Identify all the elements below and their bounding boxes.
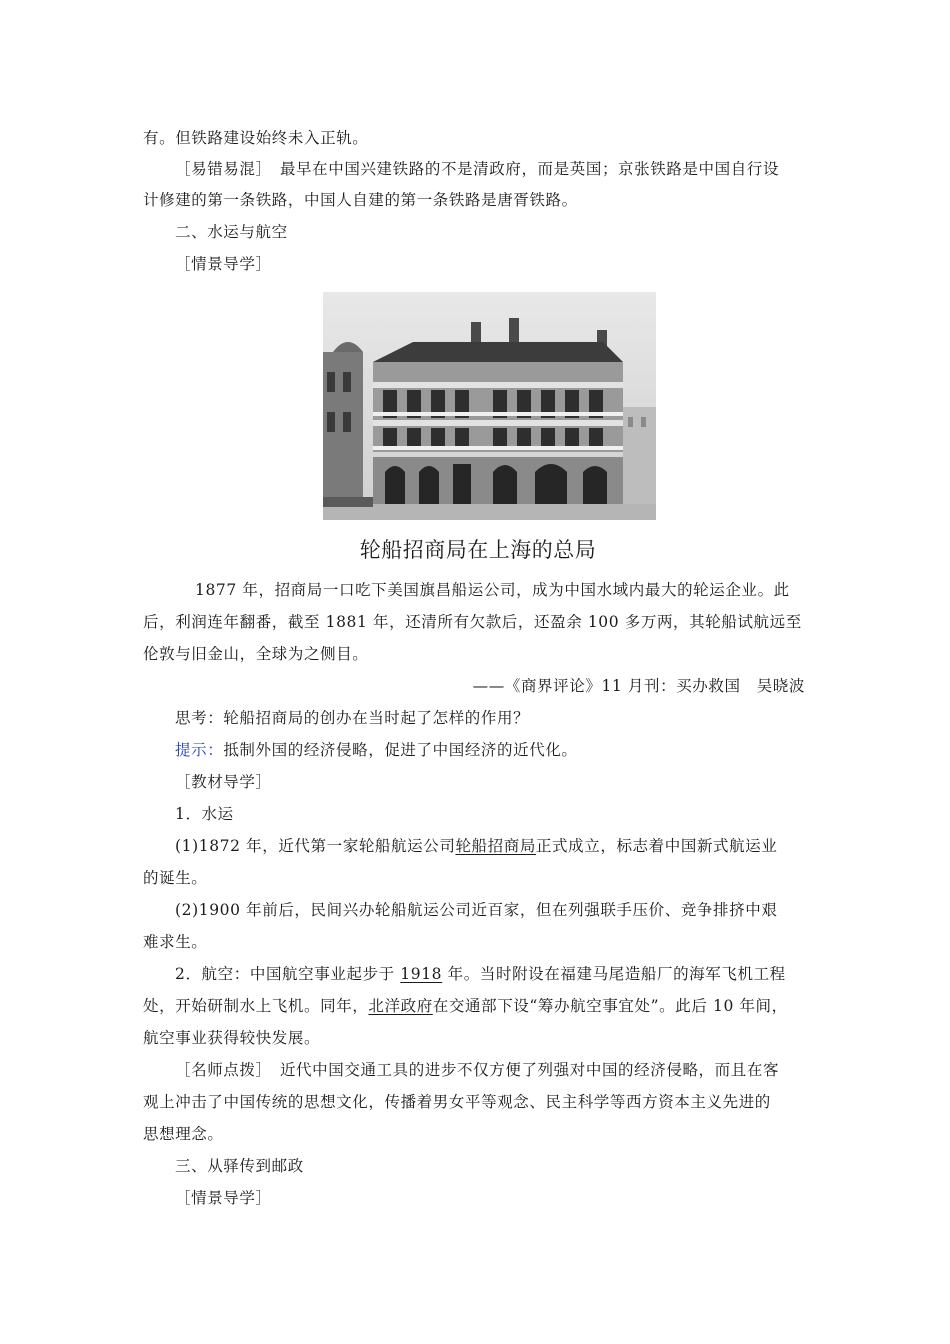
water-point-1-line-1	[175, 836, 813, 856]
section-heading-water-air: 二、水运与航空	[175, 223, 288, 241]
tip-paragraph-line-1: ［易错易混］ 最早在中国兴建铁路的不是清政府，而是英国；京张铁路是中国自行设	[175, 160, 780, 178]
quote-source: ——《商界评论》11 月刊：买办救国 吴晓波	[472, 677, 805, 695]
aviation-line-2	[143, 996, 813, 1016]
paragraph-continuation: 有。但铁路建设始终未入正轨。	[143, 129, 369, 147]
aviation-line-3: 航空事业获得较快发展。	[143, 1029, 321, 1047]
scenario-label-2: ［情景导学］	[175, 1189, 272, 1207]
key-term-underlined: 北洋政府	[368, 997, 433, 1015]
quote-line-3: 伦敦与旧金山，全球为之侧目。	[143, 645, 369, 663]
teacher-tip-line-3: 思想理念。	[143, 1125, 224, 1143]
quote-line-1: 1877 年，招商局一口吃下美国旗昌船运公司，成为中国水域内最大的轮运企业。此	[195, 581, 790, 599]
quote-line-2: 后，利润连年翻番，截至 1881 年，还清所有欠款后，还盈余 100 多万两，其轮船试航远至	[143, 613, 802, 631]
teacher-tip-line-2: 观上冲击了中国传统的思想文化，传播着男女平等观念、民主科学等西方资本主义先进的	[143, 1093, 771, 1111]
think-question: 思考：轮船招商局的创办在当时起了怎样的作用？	[175, 709, 530, 727]
tip-paragraph-line-2: 计修建的第一条铁路，中国人自建的第一条铁路是唐胥铁路。	[143, 191, 578, 209]
water-point-1-line-2: 的诞生。	[143, 869, 208, 887]
key-term-underlined: 1918	[400, 965, 443, 983]
text-segment: 处，开始研制水上飞机。同年，	[143, 997, 369, 1015]
text-segment: 年。当时附设在福建马尾造船厂的海军飞机工程	[442, 965, 786, 983]
text-segment: 正式成立，标志着中国新式航运业	[535, 837, 778, 855]
teacher-tip-line-1: ［名师点拨］ 近代中国交通工具的进步不仅方便了列强对中国的经济侵略，而且在客	[175, 1061, 780, 1079]
water-point-2-line-2: 难求生。	[143, 933, 208, 951]
photo-caption: 轮船招商局在上海的总局	[359, 538, 597, 562]
text-segment: (1)1872 年，近代第一家轮船航运公司	[175, 837, 456, 855]
subsection-water-transport: 1．水运	[175, 805, 234, 823]
scenario-label: ［情景导学］	[175, 255, 272, 273]
textbook-label: ［教材导学］	[175, 773, 272, 791]
section-heading-postal: 三、从驿传到邮政	[175, 1157, 304, 1175]
text-segment: 2．航空：中国航空事业起步于	[175, 965, 401, 983]
text-segment: 在交通部下设“筹办航空事宜处”。此后 10 年间，	[432, 997, 788, 1015]
key-term-underlined: 轮船招商局	[455, 837, 536, 855]
water-point-2-line-1: (2)1900 年前后，民间兴办轮船航运公司近百家，但在列强联手压价、竞争排挤中艰	[175, 901, 778, 919]
photo-shipping-bureau-building	[323, 292, 656, 520]
hint-line	[175, 740, 813, 760]
hint-label: 提示：	[175, 741, 224, 759]
hint-text: 抵制外国的经济侵略，促进了中国经济的近代化。	[223, 741, 578, 759]
aviation-line-1	[175, 964, 813, 984]
